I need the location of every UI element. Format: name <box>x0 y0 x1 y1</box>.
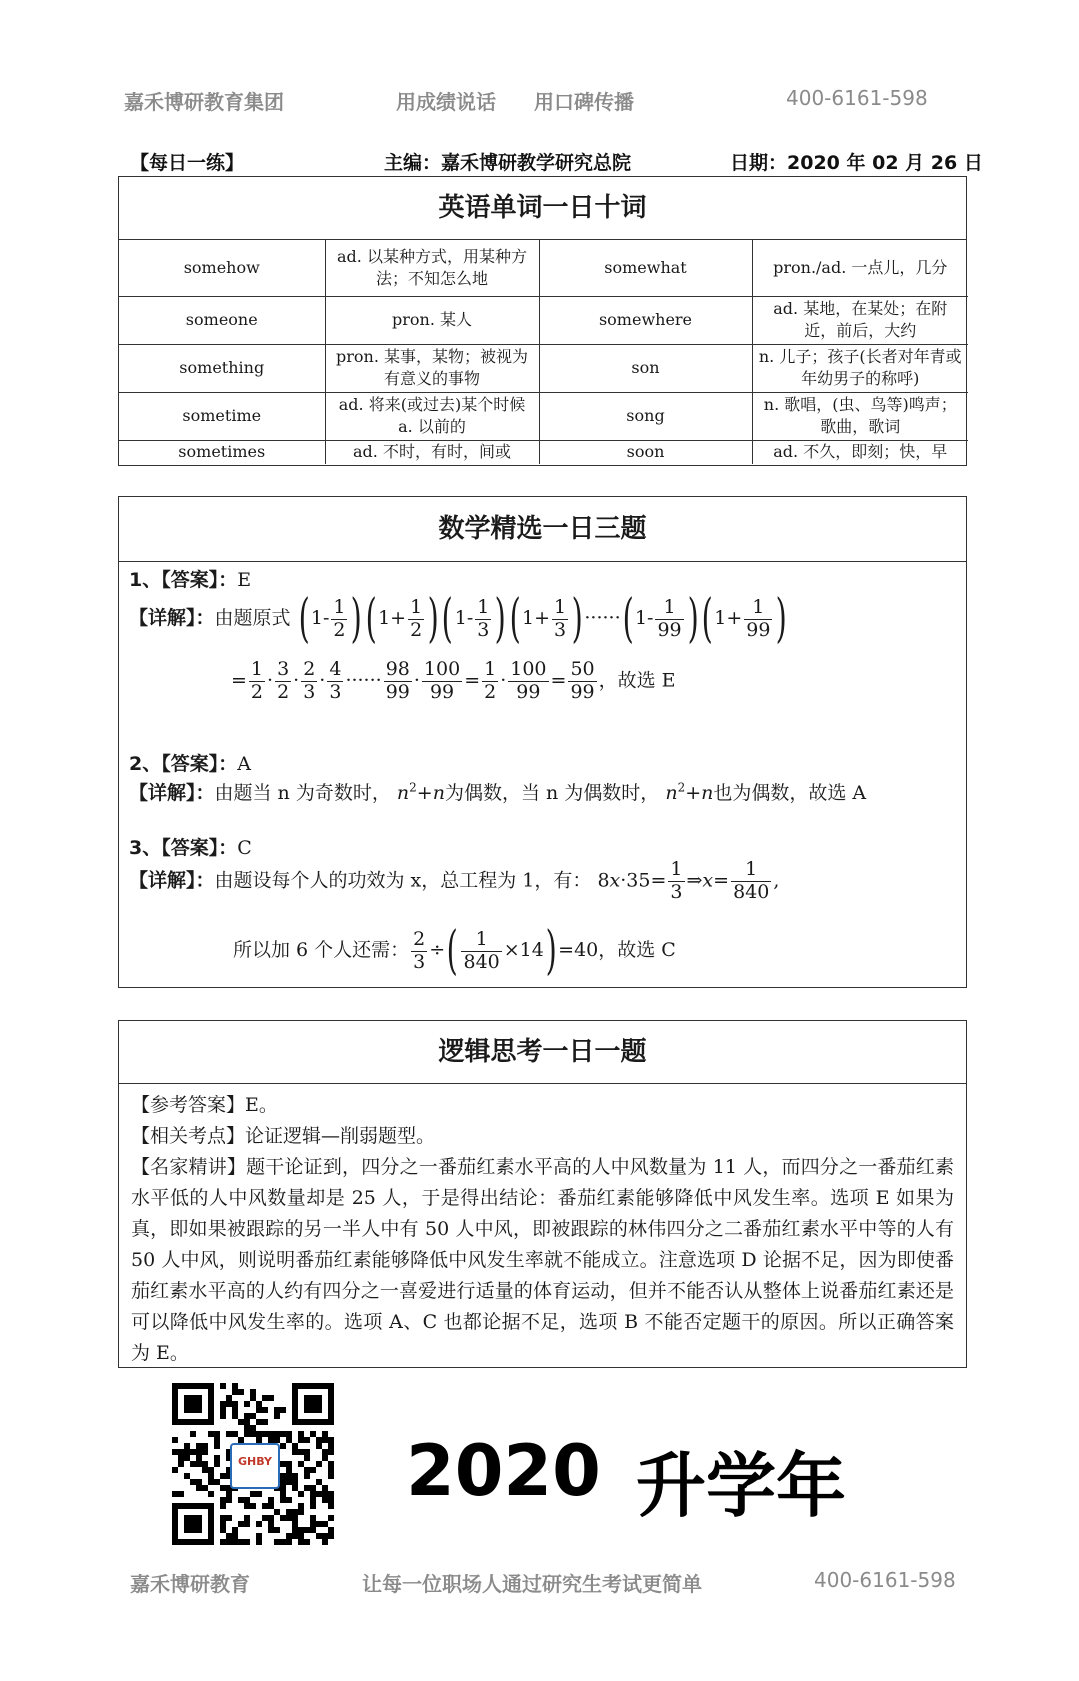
q1-detail: 【详解】：由题原式 (1- $\frac{1}{2}$ )(1+ $\frac{1}{2}$ )(1- $\frac{1}{3}$ )(1+ $\frac{1}{3}$ )······(1- $\frac{1}{99}$ )(1+ $\frac{1}{99}$ ) <box>129 589 788 649</box>
q3-answer <box>129 833 252 860</box>
detail-label: 【详解】： <box>129 782 215 804</box>
table-row <box>119 344 968 392</box>
date-label: 日期：2020 年 02 月 26 日 <box>730 152 983 174</box>
vocab-meaning: pron. 某事，某物；被视为有意义的事物 <box>325 344 539 392</box>
vocab-word: somewhat <box>539 240 752 296</box>
qr-code[interactable] <box>172 1383 334 1545</box>
q2-answer <box>129 749 251 776</box>
q2-text-1: 由题当 n 为奇数时， <box>214 782 391 804</box>
math-title: 数学精选一日三题 <box>119 497 966 562</box>
expert-value: 题干论证到，四分之一番茄红素水平高的人中风数量为 11 人，而四分之一番茄红素水平低的人中风数量却是 25 人，于是得出结论：番茄红素能够降低中风发生率。选项 E 如果为真，即如果被跟踪的另一半人中有 50 人中风，即被跟踪的林伟四分之二番茄红素水平中等的人有 50 人中风，则说明番茄红素能够降低中风发生率就不能成立。注意选项 D 论据不足，因为即使番茄红素水平高的人约有四分之一喜爱进行适量的体育运动，但并不能否认从整体上说番茄红素还是可以降低中风发生率的。选项 A、C 也都论据不足，选项 B 不能否定题干的原因。所以正确答案为 E。 <box>131 1156 954 1364</box>
logic-body <box>119 1084 966 1369</box>
point-value: 论证逻辑—削弱题型。 <box>245 1125 436 1147</box>
header-phone: 400-6161-598 <box>786 86 928 110</box>
q3-text-2: 所以加 6 个人还需： <box>233 939 410 961</box>
logic-expert <box>131 1152 954 1369</box>
vocab-meaning: ad. 将来(或过去)某个时候 a. 以前的 <box>325 392 539 440</box>
q2-answer-value: A <box>237 753 251 775</box>
q3-detail: 【详解】：由题设每个人的功效为 x，总工程为 1，有： 8x·35= $\frac{1}{3}$ ⇒x= $\frac{1}{840}$ , <box>129 858 780 903</box>
footer-company: 嘉禾博研教育 <box>130 1572 250 1596</box>
vocab-title: 英语单词一日十词 <box>119 177 966 240</box>
detail-label: 【详解】： <box>129 869 215 892</box>
vocab-word: somehow <box>119 240 325 296</box>
q1-tail: ，故选 E <box>598 669 676 692</box>
table-row <box>119 392 968 440</box>
q1-answer-value: E <box>237 569 252 591</box>
vocab-meaning: ad. 不久，即刻；快，早 <box>752 440 968 464</box>
header-slogan-2: 用口碑传播 <box>534 90 634 114</box>
q2-detail: 【详解】：由题当 n 为奇数时， $n^2+n$为偶数，当 n 为偶数时， $n^2+n$也为偶数，故选 A <box>129 780 867 804</box>
vocab-word: song <box>539 392 752 440</box>
logic-title: 逻辑思考一日一题 <box>119 1021 966 1084</box>
q3-tail: ，故选 C <box>598 939 676 961</box>
vocab-meaning: ad. 不时，有时，间或 <box>325 440 539 464</box>
q3-answer-value: C <box>237 837 252 859</box>
ref-label: 【参考答案】 <box>131 1094 246 1116</box>
q3-result: 所以加 6 个人还需： $\frac{2}{3}$ ÷( $\frac{1}{840}$ ×14)=40，故选 C <box>233 921 676 981</box>
vocab-meaning: ad. 以某种方式，用某种方法；不知怎么地 <box>325 240 539 296</box>
promo-text: 升学年 <box>636 1445 846 1527</box>
table-row <box>119 296 968 344</box>
vocab-meaning: pron./ad. 一点儿，几分 <box>752 240 968 296</box>
point-label: 【相关考点】 <box>131 1125 246 1147</box>
vocab-table <box>119 240 968 464</box>
vocab-meaning: n. 歌唱，(虫、鸟等)鸣声；歌曲，歌词 <box>752 392 968 440</box>
vocab-meaning: n. 儿子；孩子(长者对年青或年幼男子的称呼) <box>752 344 968 392</box>
expert-label: 【名家精讲】 <box>131 1156 247 1178</box>
vocab-word: someone <box>119 296 325 344</box>
math-section <box>118 496 967 988</box>
q3-text-1: 由题设每个人的功效为 x，总工程为 1，有： <box>214 869 592 892</box>
logic-point <box>131 1121 954 1152</box>
header-slogan-1: 用成绩说话 <box>396 90 496 114</box>
q2-text-3: 也为偶数，故选 A <box>713 782 867 804</box>
editor-label: 主编：嘉禾博研教学研究总院 <box>384 152 632 174</box>
vocab-section <box>118 176 967 466</box>
footer-phone: 400-6161-598 <box>814 1568 956 1592</box>
q1-text: 由题原式 <box>214 607 291 629</box>
logic-section <box>118 1020 967 1368</box>
logic-ref <box>131 1090 954 1121</box>
q2-answer-label: 2、【答案】： <box>129 753 238 775</box>
promo-year: 2020 <box>406 1430 601 1512</box>
q1-answer-label: 1、【答案】： <box>129 569 238 591</box>
vocab-word: son <box>539 344 752 392</box>
table-row <box>119 440 968 464</box>
q2-text-2: 为偶数，当 n 为偶数时， <box>444 782 660 804</box>
table-row <box>119 240 968 296</box>
vocab-word: something <box>119 344 325 392</box>
vocab-word: sometimes <box>119 440 325 464</box>
footer-tagline: 让每一位职场人通过研究生考试更简单 <box>362 1572 702 1596</box>
qr-logo <box>230 1443 280 1489</box>
daily-label: 【每日一练】 <box>130 152 245 174</box>
q1-result: = $\frac{1}{2}$ · $\frac{3}{2}$ · $\frac{2}{3}$ · $\frac{4}{3}$ ······ $\frac{98}{99}$ · $\frac{100}{99}$ = $\frac{1}{2}$ · $\frac{100}{99}$ = $\frac{50}{99}$ ，故选 E <box>231 658 676 703</box>
header-company: 嘉禾博研教育集团 <box>124 90 284 114</box>
vocab-meaning: pron. 某人 <box>325 296 539 344</box>
vocab-word: soon <box>539 440 752 464</box>
vocab-word: sometime <box>119 392 325 440</box>
ref-value: E。 <box>245 1094 278 1116</box>
qr-logo-text: GHBY <box>238 1455 272 1468</box>
vocab-word: somewhere <box>539 296 752 344</box>
q3-answer-label: 3、【答案】： <box>129 837 238 859</box>
detail-label: 【详解】： <box>129 607 215 629</box>
vocab-meaning: ad. 某地，在某处；在附近，前后，大约 <box>752 296 968 344</box>
q1-answer <box>129 565 251 592</box>
